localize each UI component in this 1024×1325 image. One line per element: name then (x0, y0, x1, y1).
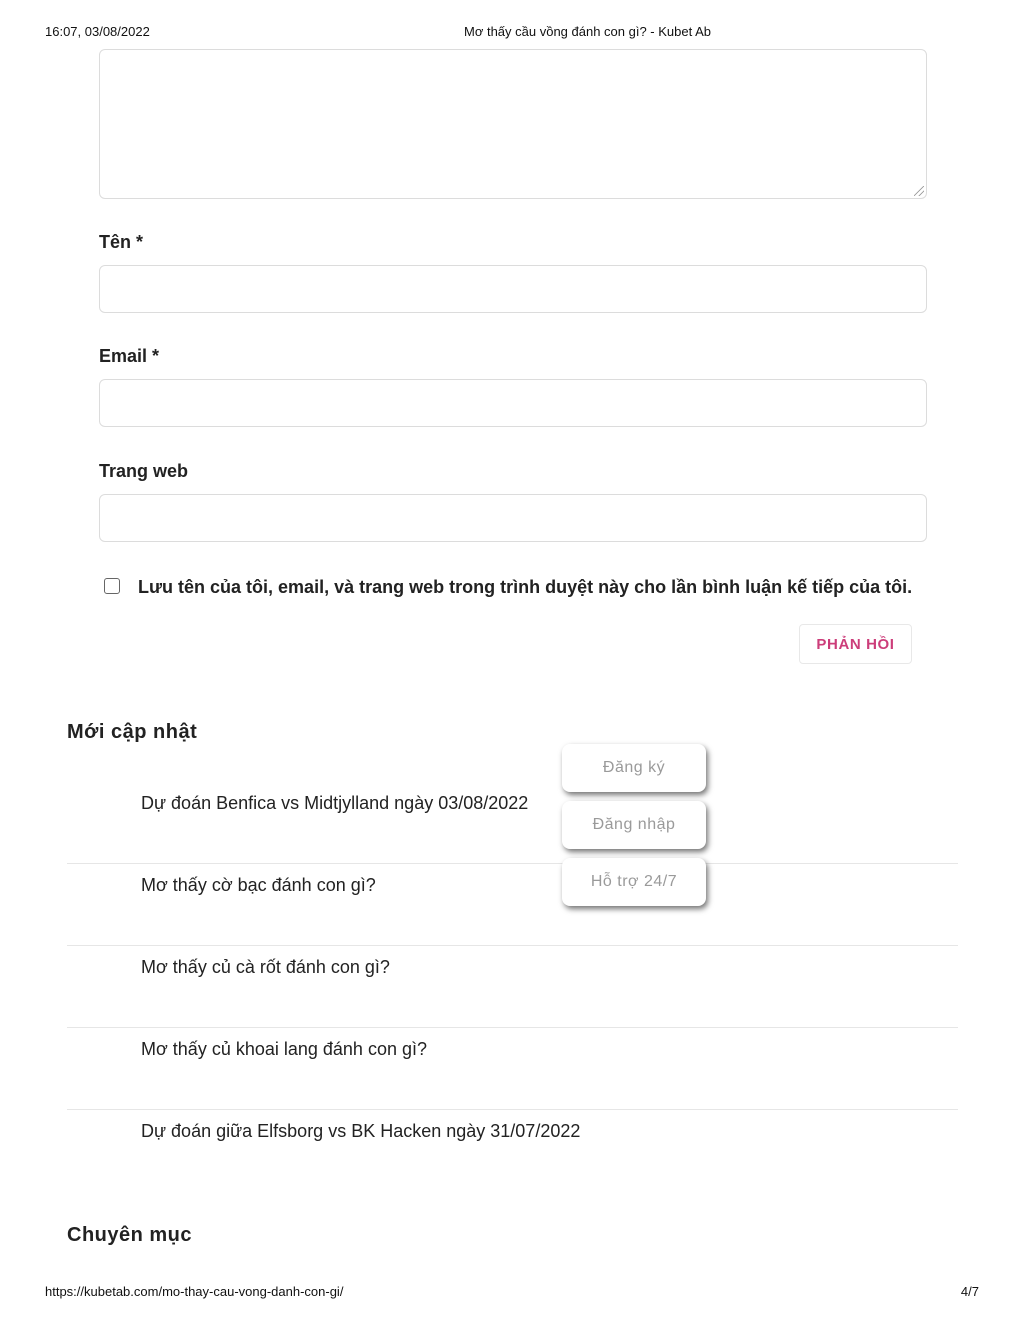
recent-posts-title: Mới cập nhật (67, 721, 198, 743)
save-info-label: Lưu tên của tôi, email, và trang web trong trình duyệt này cho lần bình luận kế tiếp của tôi. (138, 577, 913, 597)
recent-post-link[interactable]: Dự đoán giữa Elfsborg vs BK Hacken ngày 31/07/2022 (141, 1121, 581, 1141)
website-label: Trang web (99, 461, 189, 481)
recent-post-link[interactable]: Mơ thấy cờ bạc đánh con gì? (141, 875, 376, 895)
website-field[interactable] (99, 494, 927, 542)
recent-post-link[interactable]: Mơ thấy củ khoai lang đánh con gì? (141, 1039, 427, 1059)
save-info-checkbox[interactable] (104, 578, 120, 594)
list-item (67, 1110, 958, 1191)
submit-comment-button[interactable]: PHẢN HỒI (799, 624, 912, 664)
print-footer (0, 1284, 1024, 1302)
print-page-title: Mơ thấy cầu vồng đánh con gì? - Kubet Ab (464, 24, 712, 39)
print-url: https://kubetab.com/mo-thay-cau-vong-danh-con-gi/ (45, 1284, 344, 1299)
recent-post-link[interactable]: Dự đoán Benfica vs Midtjylland ngày 03/08/2022 (141, 793, 529, 813)
login-button[interactable]: Đăng nhập (562, 801, 706, 849)
list-item (67, 864, 958, 946)
register-button[interactable]: Đăng ký (562, 744, 706, 792)
comment-textarea[interactable] (99, 49, 927, 199)
recent-post-link[interactable]: Mơ thấy củ cà rốt đánh con gì? (141, 957, 390, 977)
list-item (67, 1028, 958, 1110)
name-field[interactable] (99, 265, 927, 313)
print-datetime: 16:07, 03/08/2022 (45, 24, 150, 39)
support-button[interactable]: Hỗ trợ 24/7 (562, 858, 706, 906)
list-item (67, 782, 958, 864)
email-label: Email * (99, 346, 160, 366)
print-page-number: 4/7 (960, 1284, 979, 1299)
resize-handle-icon[interactable] (914, 186, 924, 196)
email-field[interactable] (99, 379, 927, 427)
name-label: Tên * (99, 232, 144, 252)
categories-title: Chuyên mục (67, 1224, 193, 1246)
list-item (67, 946, 958, 1028)
recent-posts-list (67, 782, 958, 1191)
floating-action-menu (562, 744, 706, 915)
print-header (0, 24, 1024, 42)
